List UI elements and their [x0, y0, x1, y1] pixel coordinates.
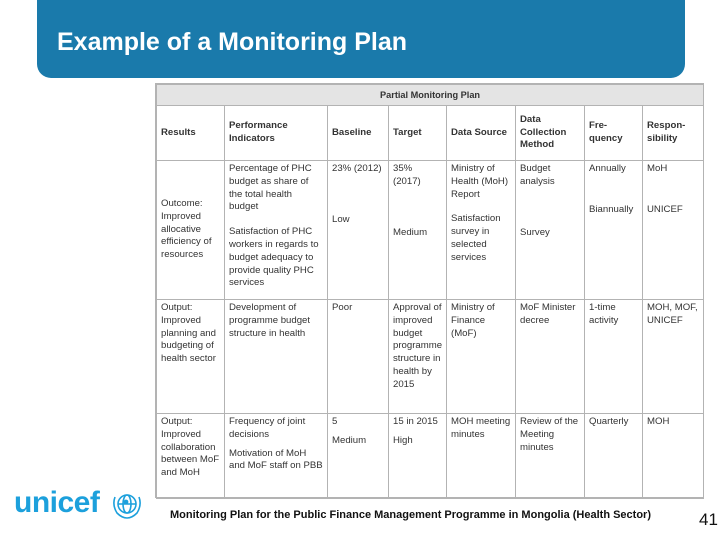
- page-number: 41: [699, 510, 718, 529]
- baseline-cell: 5 Medium: [328, 414, 389, 499]
- indicator-cell: Development of programme budget structure in health: [225, 300, 328, 414]
- unicef-globe-icon: [110, 489, 144, 521]
- frequency-cell: 1-time activity: [585, 300, 643, 414]
- target-cell: 15 in 2015 High: [389, 414, 447, 499]
- header-row: [157, 106, 704, 161]
- responsibility-cell: MOH, MOF, UNICEF: [643, 300, 704, 414]
- header-cell: Data Collection Method: [516, 106, 585, 161]
- baseline-cell: Poor: [328, 300, 389, 414]
- responsibility-cell: MoH UNICEF: [643, 161, 704, 300]
- data-source-cell: MOH meeting minutes: [447, 414, 516, 499]
- table-row: [157, 300, 704, 414]
- header-cell: Target: [389, 106, 447, 161]
- logo-text: unicef: [14, 486, 100, 519]
- header-cell: Data Source: [447, 106, 516, 161]
- source-footnote: Monitoring Plan for the Public Finance Management Programme in Mongolia (Health Sector): [170, 509, 651, 521]
- title-bar: [37, 0, 685, 78]
- table-caption: Partial Monitoring Plan: [157, 85, 704, 106]
- header-cell: Respon-sibility: [643, 106, 704, 161]
- frequency-cell: Quarterly: [585, 414, 643, 499]
- indicator-cell: Percentage of PHC budget as share of the total health budget Satisfaction of PHC workers in regards to budget adequacy to provide quality PHC services: [225, 161, 328, 300]
- monitoring-plan-table: [155, 83, 704, 498]
- result-cell: Outcome: Improved allocative efficiency of resources: [157, 161, 225, 300]
- collection-method-cell: Review of the Meeting minutes: [516, 414, 585, 499]
- header-cell: Baseline: [328, 106, 389, 161]
- result-cell: Output: Improved collaboration between MoF and MoH: [157, 414, 225, 499]
- result-cell: Output: Improved planning and budgeting of health sector: [157, 300, 225, 414]
- target-cell: 35% (2017) Medium: [389, 161, 447, 300]
- table-row: [157, 414, 704, 499]
- frequency-cell: Annually Biannually: [585, 161, 643, 300]
- baseline-cell: 23% (2012) Low: [328, 161, 389, 300]
- slide-title: Example of a Monitoring Plan: [57, 28, 408, 56]
- target-cell: Approval of improved budget programme structure in health by 2015: [389, 300, 447, 414]
- header-cell: Results: [157, 106, 225, 161]
- collection-method-cell: Budget analysis Survey: [516, 161, 585, 300]
- data-source-cell: Ministry of Health (MoH) Report Satisfaction survey in selected services: [447, 161, 516, 300]
- unicef-logo: [14, 486, 134, 524]
- header-cell: Fre-quency: [585, 106, 643, 161]
- table-row: [157, 161, 704, 300]
- header-cell: Performance Indicators: [225, 106, 328, 161]
- collection-method-cell: MoF Minister decree: [516, 300, 585, 414]
- data-source-cell: Ministry of Finance (MoF): [447, 300, 516, 414]
- indicator-cell: Frequency of joint decisions Motivation of MoH and MoF staff on PBB: [225, 414, 328, 499]
- responsibility-cell: MOH: [643, 414, 704, 499]
